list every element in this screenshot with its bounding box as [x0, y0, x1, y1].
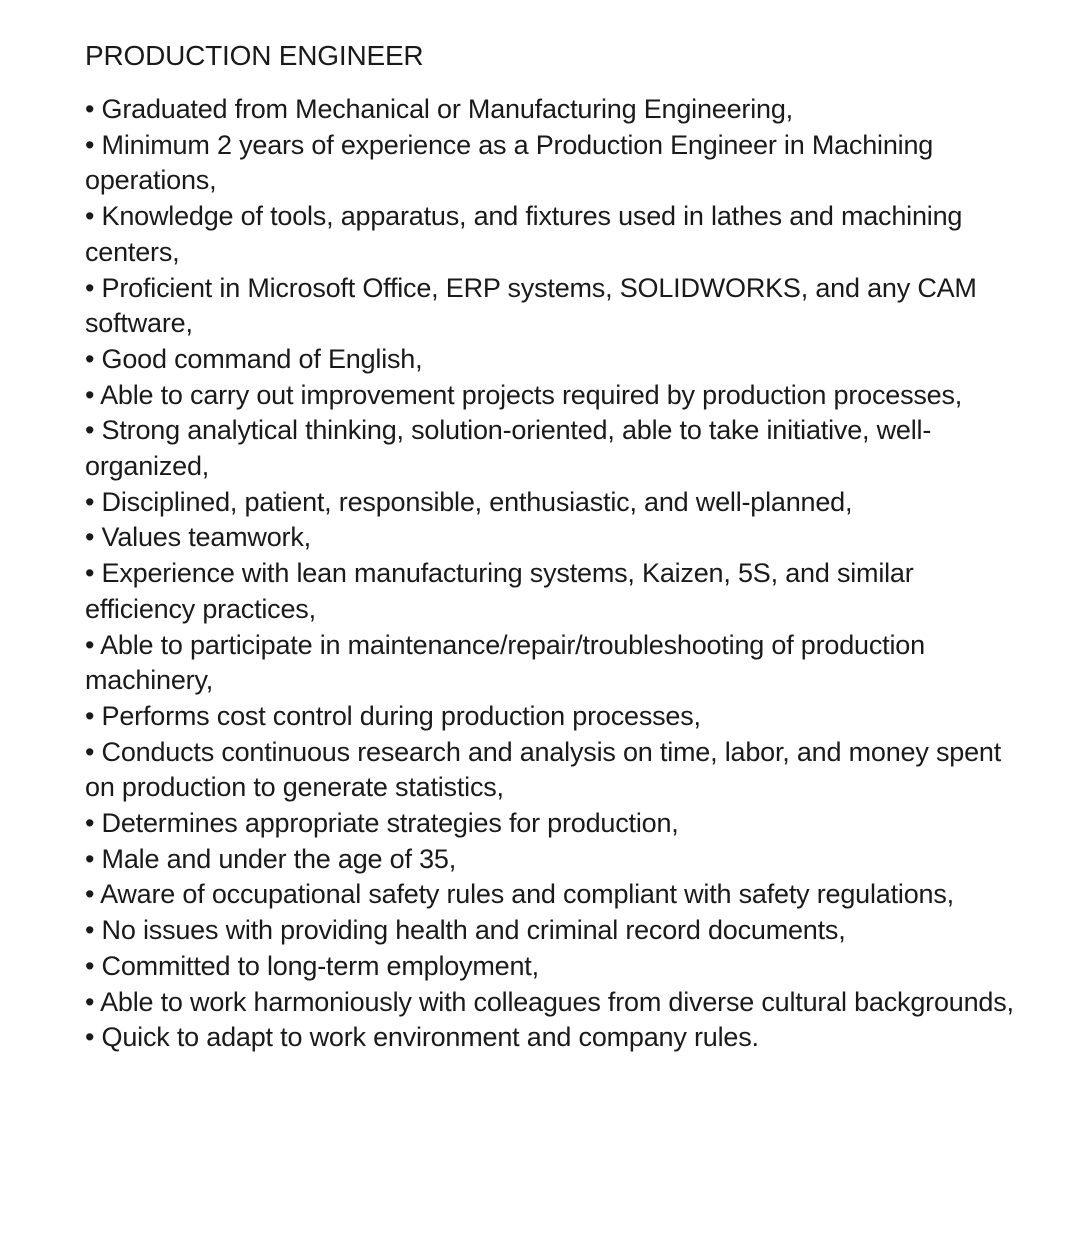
requirement-item: • Proficient in Microsoft Office, ERP systems, SOLIDWORKS, and any CAM software,: [85, 272, 977, 339]
requirement-item: • No issues with providing health and criminal record documents,: [85, 915, 846, 946]
requirement-item: • Disciplined, patient, responsible, enthusiastic, and well-planned,: [85, 486, 853, 517]
requirement-item: • Knowledge of tools, apparatus, and fixtures used in lathes and machining centers,: [85, 201, 963, 267]
requirement-item: • Aware of occupational safety rules and compliant with safety regulations,: [85, 879, 954, 910]
requirement-item: • Able to carry out improvement projects required by production processes,: [85, 379, 963, 410]
requirement-item: • Able to work harmoniously with colleagues from diverse cultural backgrounds,: [85, 986, 1014, 1017]
requirement-item: • Determines appropriate strategies for production,: [85, 808, 679, 839]
requirement-item: • Strong analytical thinking, solution-oriented, able to take initiative, well-organized,: [85, 415, 932, 482]
requirement-item: • Quick to adapt to work environment and company rules.: [85, 1022, 759, 1053]
requirement-item: • Minimum 2 years of experience as a Production Engineer in Machining operations,: [85, 129, 934, 196]
requirement-item: • Good command of English,: [85, 343, 423, 374]
requirement-item: • Committed to long-term employment,: [85, 950, 539, 981]
requirement-item: • Performs cost control during production processes,: [85, 700, 701, 731]
job-title: PRODUCTION ENGINEER: [85, 40, 424, 71]
requirement-item: • Able to participate in maintenance/repair/troubleshooting of production machinery,: [85, 629, 925, 696]
requirement-item: • Experience with lean manufacturing systems, Kaizen, 5S, and similar efficiency practices,: [85, 558, 914, 624]
requirement-item: • Male and under the age of 35,: [85, 843, 457, 874]
requirement-item: • Graduated from Mechanical or Manufacturing Engineering,: [85, 94, 793, 124]
requirement-item: • Conducts continuous research and analysis on time, labor, and money spent on production to generate statistics,: [85, 736, 1001, 803]
requirement-item: • Values teamwork,: [85, 522, 311, 553]
requirements-list: [85, 92, 1020, 1056]
